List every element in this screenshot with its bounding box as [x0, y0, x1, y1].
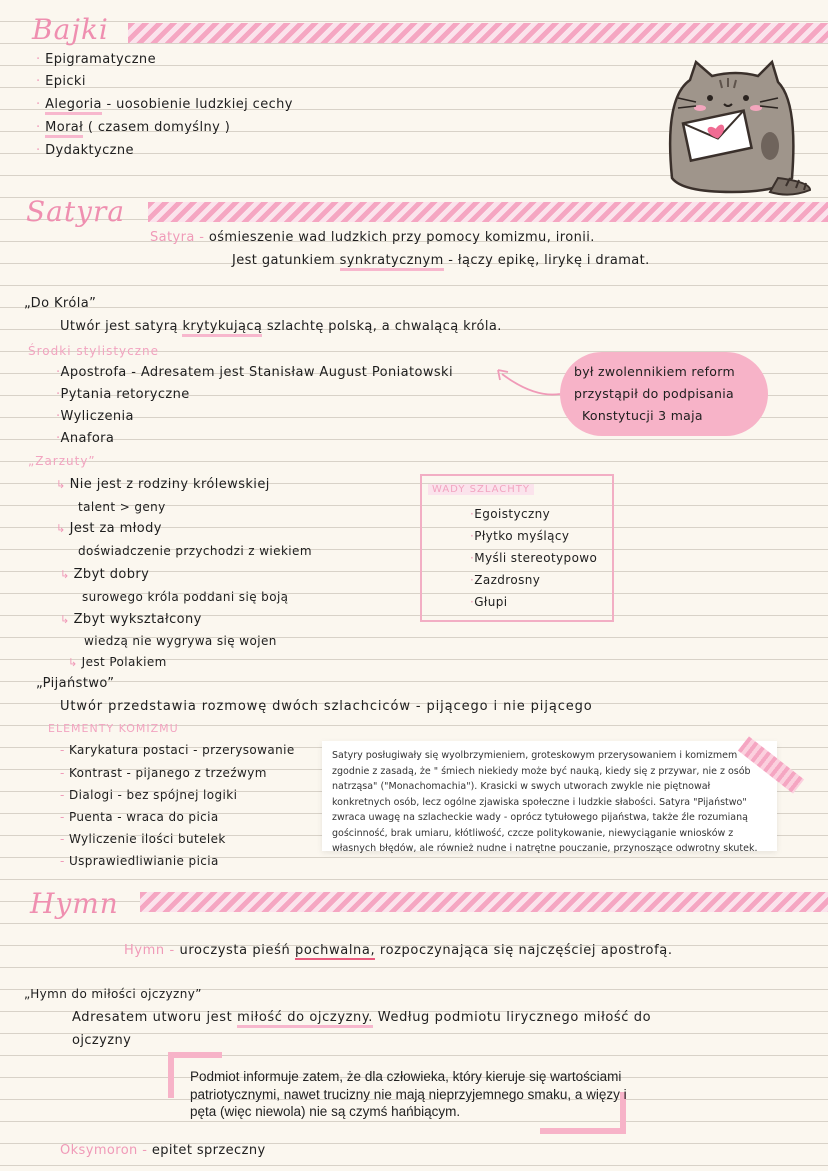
cloud-line: był zwolennikiem reform [574, 364, 735, 379]
oksymoron-line: Oksymoron - epitet sprzeczny [60, 1143, 266, 1158]
note-cloud [560, 352, 768, 436]
zarzut-sub: wiedzą nie wygrywa się wojen [84, 634, 277, 648]
bajki-item: · Dydaktyczne [36, 143, 134, 158]
cloud-line: przystąpił do podpisania [574, 386, 734, 401]
heading-band [140, 892, 828, 912]
hymn-milosc-line2: ojczyzny [72, 1033, 132, 1048]
elementy-label: ELEMENTY KOMIZMU [48, 722, 179, 735]
heading-band [128, 23, 828, 43]
zarzut-sub: surowego króla poddani się boją [82, 590, 289, 604]
cat-illustration [660, 58, 816, 200]
arrow-connector [494, 366, 564, 400]
zarzut-item: ↳ Nie jest z rodziny królewskiej [56, 477, 270, 492]
wada-item: ·Zazdrosny [470, 573, 541, 587]
bajki-item: · Morał ( czasem domyślny ) [36, 120, 230, 135]
hymn-quote-text: Podmiot informuje zatem, że dla człowieka, który kieruje się wartościami patriotycznymi, nawet trucizny nie mają nieprzyjemnego smaku, a więzy i pęta (więc niewola) nie są czymś hańbiącym. [190, 1069, 627, 1119]
satyra-definition: Satyra - ośmieszenie wad ludzkich przy pomocy komizmu, ironii. [150, 230, 595, 245]
element-item: - Wyliczenie ilości butelek [60, 832, 226, 846]
heading-band [148, 202, 828, 222]
hymn-definition: Hymn - uroczysta pieśń pochwalna, rozpoczynająca się najczęściej apostrofą. [124, 943, 673, 958]
wada-item: ·Myśli stereotypowo [470, 551, 598, 565]
section-title-satyra: Satyra [26, 195, 126, 228]
bajki-item: · Epigramatyczne [36, 52, 156, 67]
satyra-definition-line2: Jest gatunkiem synkratycznym - łączy epikę, lirykę i dramat. [232, 253, 650, 268]
wada-item: ·Egoistyczny [470, 507, 551, 521]
zarzut-sub: doświadczenie przychodzi z wiekiem [78, 544, 312, 558]
info-card-text: Satyry posługiwały się wyolbrzymieniem, groteskowym przerysowaniem i komizmem zgodnie z zasadą, że " śmiech niekiedy może być nauką, kiedy się z przywar, nie z osób natrząsa" ("Monachomachia"). Krasicki w swych utworach zwykle nie piętnował konkretnych osób, lecz ogólne zjawiska społeczne i ludzkie słabości. Satyra "Pijaństwo" zwraca uwagę na szlacheckie wady - oprócz tytułowego pijaństwa, także źle rozumianą gościnność, brak umiaru, kłótliwość, czcze politykowanie, niewyciąganie wniosków z własnych błędów, ale również nudne i natrętne pouczanie, przynoszące odwrotny skutek. [332, 750, 758, 854]
info-card [322, 741, 777, 854]
do-krola-title: „Do Króla” [24, 296, 97, 311]
element-item: - Usprawiedliwianie picia [60, 854, 219, 868]
srodek-item: ·Anafora [56, 431, 115, 446]
srodek-item: ·Apostrofa - Adresatem jest Stanisław August Poniatowski [56, 365, 453, 380]
srodki-label: Środki stylistyczne [28, 344, 160, 358]
wada-item: ·Płytko myślący [470, 529, 570, 543]
wada-item: ·Głupi [470, 595, 508, 609]
zarzut-item: ↳ Zbyt wykształcony [60, 612, 202, 627]
zarzut-sub: talent > geny [78, 500, 166, 514]
cloud-line: Konstytucji 3 maja [582, 408, 703, 423]
hymn-milosc-title: „Hymn do miłości ojczyzny” [24, 987, 202, 1001]
pijanstwo-title: „Pijaństwo” [36, 676, 115, 691]
srodek-item: ·Wyliczenia [56, 409, 134, 424]
element-item: - Kontrast - pijanego z trzeźwym [60, 766, 267, 780]
bajki-item: · Alegoria - uosobienie ludzkiej cechy [36, 97, 293, 112]
wady-box [420, 474, 614, 622]
section-title-hymn: Hymn [30, 887, 119, 920]
pijanstwo-line: Utwór przedstawia rozmowę dwóch szlachciców - pijącego i nie pijącego [60, 699, 593, 714]
element-item: - Puenta - wraca do picia [60, 810, 219, 824]
element-item: - Karykatura postaci - przerysowanie [60, 743, 295, 757]
bajki-item: · Epicki [36, 74, 86, 89]
zarzut-item: ↳ Jest za młody [56, 521, 162, 536]
element-item: - Dialogi - bez spójnej logiki [60, 788, 238, 802]
hymn-milosc-line: Adresatem utworu jest miłość do ojczyzny. Według podmiotu lirycznego miłość do [72, 1010, 651, 1025]
do-krola-line: Utwór jest satyrą krytykującą szlachtę polską, a chwalącą króla. [60, 319, 502, 334]
srodek-item: ·Pytania retoryczne [56, 387, 190, 402]
hymn-quote [190, 1068, 630, 1121]
zarzut-item: ↳ Jest Polakiem [68, 655, 167, 669]
section-title-bajki: Bajki [32, 13, 109, 46]
wady-label: WADY SZLACHTY [428, 484, 534, 495]
zarzuty-label: „Zarzuty” [28, 454, 96, 468]
zarzut-item: ↳ Zbyt dobry [60, 567, 150, 582]
